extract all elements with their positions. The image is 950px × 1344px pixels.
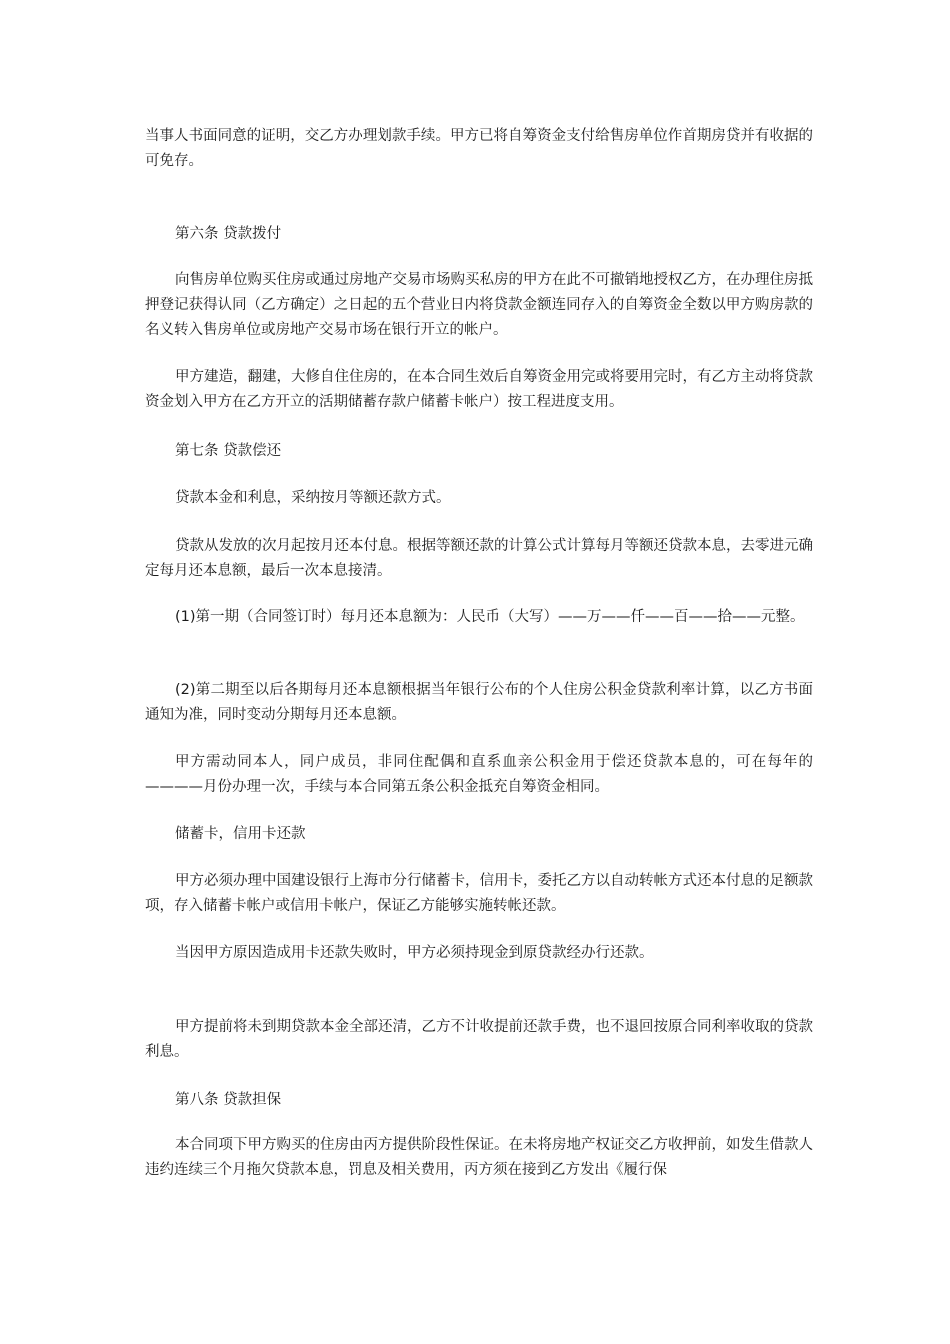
paragraph-disbursement-purchase: 向售房单位购买住房或通过房地产交易市场购买私房的甲方在此不可撤销地授权乙方，在办理住房抵押登记获得认同（乙方确定）之日起的五个营业日内将贷款金额连同存入的自筹资金全数以甲方购房款的名义转入售房单位或房地产交易市场在银行开立的帐户。 bbox=[145, 272, 813, 338]
heading-article-8: 第八条 贷款担保 bbox=[175, 1092, 282, 1108]
paragraph-repayment-method: 贷款本金和利息，采纳按月等额还款方式。 bbox=[175, 490, 451, 506]
paragraph-card-account: 甲方必须办理中国建设银行上海市分行储蓄卡，信用卡，委托乙方以自动转帐方式还本付息的足额款项，存入储蓄卡帐户或信用卡帐户，保证乙方能够实施转帐还款。 bbox=[145, 873, 813, 914]
paragraph-monthly-repayment: 贷款从发放的次月起按月还本付息。根据等额还款的计算公式计算每月等额还贷款本息，去零进元确定每月还本息额，最后一次本息接清。 bbox=[145, 538, 813, 579]
heading-card-repayment: 储蓄卡，信用卡还款 bbox=[175, 826, 306, 842]
heading-article-7: 第七条 贷款偿还 bbox=[175, 443, 282, 459]
paragraph-intro: 当事人书面同意的证明，交乙方办理划款手续。甲方已将自筹资金支付给售房单位作首期房贷并有收据的可免存。 bbox=[145, 128, 813, 169]
heading-article-6: 第六条 贷款拨付 bbox=[175, 226, 282, 242]
paragraph-early-repayment: 甲方提前将未到期贷款本金全部还清，乙方不计收提前还款手费，也不退回按原合同利率收取的贷款利息。 bbox=[145, 1019, 813, 1060]
paragraph-disbursement-construction: 甲方建造，翻建，大修自住住房的，在本合同生效后自筹资金用完或将要用完时，有乙方主动将贷款资金划入甲方在乙方开立的活期储蓄存款户储蓄卡帐户）按工程进度支用。 bbox=[145, 369, 813, 410]
paragraph-first-period: (1)第一期（合同签订时）每月还本息额为：人民币（大写）——万——仟——百——拾——元整。 bbox=[175, 609, 805, 625]
paragraph-card-failure: 当因甲方原因造成用卡还款失败时，甲方必须持现金到原贷款经办行还款。 bbox=[175, 945, 654, 961]
paragraph-second-period: (2)第二期至以后各期每月还本息额根据当年银行公布的个人住房公积金贷款利率计算，以乙方书面通知为准，同时变动分期每月还本息额。 bbox=[145, 682, 813, 723]
paragraph-provident-fund: 甲方需动同本人，同户成员，非同住配偶和直系血亲公积金用于偿还贷款本息的，可在每年的————月份办理一次，手续与本合同第五条公积金抵充自筹资金相同。 bbox=[145, 754, 813, 795]
paragraph-guarantee: 本合同项下甲方购买的住房由丙方提供阶段性保证。在未将房地产权证交乙方收押前，如发生借款人违约连续三个月拖欠贷款本息，罚息及相关费用，丙方须在接到乙方发出《履行保 bbox=[145, 1137, 813, 1178]
